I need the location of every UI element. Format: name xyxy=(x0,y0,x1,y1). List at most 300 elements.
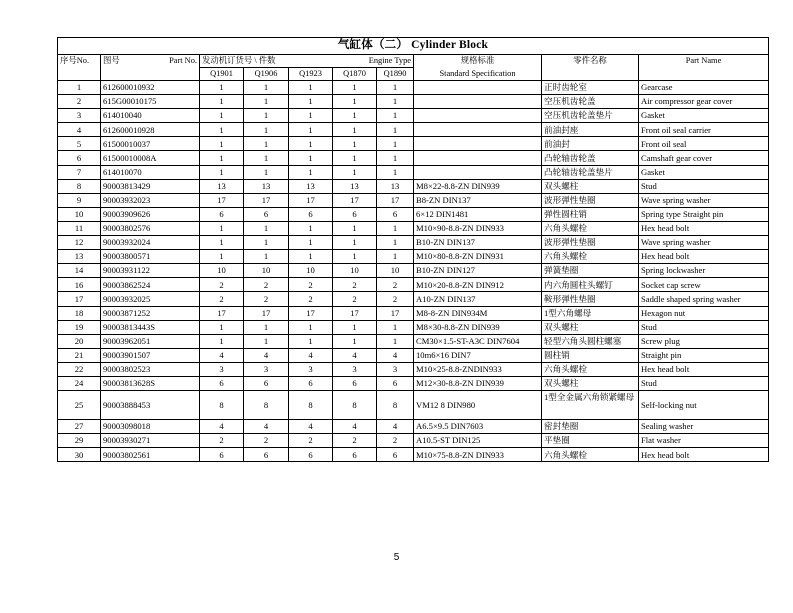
row-part-number: 90003802561 xyxy=(101,448,200,462)
row-number: 4 xyxy=(58,123,101,137)
row-part-number: 614010040 xyxy=(101,109,200,123)
row-qty-q1923: 10 xyxy=(289,264,333,278)
row-part-number: 612600010928 xyxy=(101,123,200,137)
header-q1906: Q1906 xyxy=(244,68,289,81)
table-row xyxy=(58,207,769,221)
row-qty-q1890: 1 xyxy=(377,334,414,348)
row-qty-q1923: 1 xyxy=(289,109,333,123)
row-qty-q1890: 1 xyxy=(377,151,414,165)
header-order-qty: 发动机订货号 \ 件数 xyxy=(202,55,276,65)
row-part-number: 90003802576 xyxy=(101,221,200,235)
row-name-cn: 双头螺柱 xyxy=(542,179,639,193)
row-qty-q1906: 4 xyxy=(244,420,289,434)
row-spec: M10×90-8.8-ZN DIN933 xyxy=(414,221,542,235)
row-qty-q1890: 17 xyxy=(377,306,414,320)
row-name-en: Air compressor gear cover xyxy=(639,95,769,109)
row-qty-q1890: 2 xyxy=(377,434,414,448)
row-number: 13 xyxy=(58,250,101,264)
row-qty-q1923: 6 xyxy=(289,448,333,462)
row-part-number: 61500010008A xyxy=(101,151,200,165)
row-qty-q1906: 6 xyxy=(244,376,289,390)
table-row xyxy=(58,306,769,320)
row-number: 22 xyxy=(58,362,101,376)
row-qty-q1870: 2 xyxy=(333,292,377,306)
row-number: 30 xyxy=(58,448,101,462)
row-name-en: Spring lockwasher xyxy=(639,264,769,278)
table-row xyxy=(58,109,769,123)
header-q1890: Q1890 xyxy=(377,68,414,81)
row-name-en: Saddle shaped spring washer xyxy=(639,292,769,306)
row-number: 12 xyxy=(58,236,101,250)
row-name-en: Camshaft gear cover xyxy=(639,151,769,165)
row-qty-q1870: 1 xyxy=(333,137,377,151)
row-qty-q1901: 6 xyxy=(200,376,244,390)
header-part-no-en: Part No. xyxy=(169,56,197,66)
row-qty-q1923: 17 xyxy=(289,306,333,320)
row-number: 14 xyxy=(58,264,101,278)
row-part-number: 90003802523 xyxy=(101,362,200,376)
row-qty-q1923: 1 xyxy=(289,151,333,165)
row-number: 27 xyxy=(58,420,101,434)
row-qty-q1901: 2 xyxy=(200,292,244,306)
row-name-en: Hex head bolt xyxy=(639,362,769,376)
row-qty-q1923: 1 xyxy=(289,123,333,137)
header-part-name: Part Name xyxy=(639,55,769,68)
row-qty-q1901: 1 xyxy=(200,109,244,123)
row-name-cn: 密封垫圈 xyxy=(542,420,639,434)
row-qty-q1901: 1 xyxy=(200,123,244,137)
row-qty-q1901: 1 xyxy=(200,250,244,264)
row-name-en: Spring type Straight pin xyxy=(639,207,769,221)
row-qty-q1890: 1 xyxy=(377,320,414,334)
row-qty-q1923: 1 xyxy=(289,95,333,109)
row-name-cn: 空压机齿轮盖垫片 xyxy=(542,109,639,123)
row-name-cn: 前油封座 xyxy=(542,123,639,137)
row-qty-q1906: 6 xyxy=(244,207,289,221)
header-spec-cn: 规格标准 xyxy=(414,55,542,68)
row-qty-q1890: 4 xyxy=(377,420,414,434)
row-qty-q1906: 17 xyxy=(244,306,289,320)
header-drawing-cn: 图号 xyxy=(103,56,120,66)
header-seq: 序号No. xyxy=(58,55,101,68)
row-qty-q1901: 8 xyxy=(200,391,244,420)
row-number: 8 xyxy=(58,179,101,193)
row-qty-q1890: 8 xyxy=(377,391,414,420)
row-spec: M8×30-8.8-ZN DIN939 xyxy=(414,320,542,334)
row-spec xyxy=(414,123,542,137)
row-name-en: Flat washer xyxy=(639,434,769,448)
row-qty-q1901: 1 xyxy=(200,151,244,165)
row-number: 18 xyxy=(58,306,101,320)
row-qty-q1906: 1 xyxy=(244,151,289,165)
row-qty-q1906: 6 xyxy=(244,448,289,462)
row-qty-q1923: 6 xyxy=(289,207,333,221)
header-engine-type-en: Engine Type xyxy=(368,55,411,65)
row-spec: B8-ZN DIN137 xyxy=(414,193,542,207)
row-spec xyxy=(414,95,542,109)
row-part-number: 614010070 xyxy=(101,165,200,179)
row-qty-q1906: 4 xyxy=(244,348,289,362)
row-name-cn: 内六角圆柱头螺钉 xyxy=(542,278,639,292)
row-spec xyxy=(414,109,542,123)
row-qty-q1906: 1 xyxy=(244,320,289,334)
row-qty-q1923: 17 xyxy=(289,193,333,207)
row-qty-q1906: 17 xyxy=(244,193,289,207)
row-part-number: 90003800571 xyxy=(101,250,200,264)
row-name-en: Front oil seal carrier xyxy=(639,123,769,137)
row-spec: M12×30-8.8-ZN DIN939 xyxy=(414,376,542,390)
row-qty-q1901: 1 xyxy=(200,320,244,334)
row-part-number: 90003813443S xyxy=(101,320,200,334)
row-qty-q1890: 1 xyxy=(377,236,414,250)
row-qty-q1890: 6 xyxy=(377,376,414,390)
row-qty-q1870: 1 xyxy=(333,221,377,235)
row-part-number: 90003909626 xyxy=(101,207,200,221)
row-qty-q1890: 3 xyxy=(377,362,414,376)
row-spec: 10m6×16 DIN7 xyxy=(414,348,542,362)
row-qty-q1901: 1 xyxy=(200,95,244,109)
row-qty-q1870: 3 xyxy=(333,362,377,376)
row-qty-q1923: 4 xyxy=(289,420,333,434)
row-part-number: 90003931122 xyxy=(101,264,200,278)
row-qty-q1906: 1 xyxy=(244,95,289,109)
row-qty-q1870: 1 xyxy=(333,109,377,123)
row-name-en: Socket cap screw xyxy=(639,278,769,292)
row-name-en: Self-locking nut xyxy=(639,391,769,420)
row-qty-q1906: 1 xyxy=(244,165,289,179)
page-number: 5 xyxy=(393,552,400,563)
row-number: 17 xyxy=(58,292,101,306)
header-spec-en: Standard Specification xyxy=(414,68,542,81)
row-name-cn: 双头螺柱 xyxy=(542,320,639,334)
row-spec: B10-ZN DIN137 xyxy=(414,236,542,250)
row-qty-q1870: 1 xyxy=(333,165,377,179)
row-part-number: 90003901507 xyxy=(101,348,200,362)
row-qty-q1906: 3 xyxy=(244,362,289,376)
row-qty-q1870: 1 xyxy=(333,334,377,348)
parts-table xyxy=(57,37,769,462)
row-number: 29 xyxy=(58,434,101,448)
table-row xyxy=(58,151,769,165)
header-part-no xyxy=(101,55,200,68)
row-qty-q1890: 1 xyxy=(377,221,414,235)
row-qty-q1901: 1 xyxy=(200,236,244,250)
row-qty-q1901: 1 xyxy=(200,165,244,179)
row-name-en: Stud xyxy=(639,376,769,390)
row-qty-q1901: 1 xyxy=(200,81,244,95)
row-qty-q1901: 17 xyxy=(200,193,244,207)
row-name-cn: 前油封 xyxy=(542,137,639,151)
row-qty-q1901: 6 xyxy=(200,207,244,221)
row-number: 16 xyxy=(58,278,101,292)
row-name-en: Hex head bolt xyxy=(639,221,769,235)
row-spec xyxy=(414,137,542,151)
row-number: 24 xyxy=(58,376,101,390)
row-spec: B10-ZN DIN127 xyxy=(414,264,542,278)
row-qty-q1906: 8 xyxy=(244,391,289,420)
row-spec: M8-8-ZN DIN934M xyxy=(414,306,542,320)
row-qty-q1906: 1 xyxy=(244,250,289,264)
row-name-en: Screw plug xyxy=(639,334,769,348)
table-row xyxy=(58,391,769,420)
row-name-cn: 波形弹性垫圈 xyxy=(542,193,639,207)
row-name-cn: 六角头螺栓 xyxy=(542,221,639,235)
row-part-number: 90003871252 xyxy=(101,306,200,320)
row-part-number: 90003098018 xyxy=(101,420,200,434)
row-number: 19 xyxy=(58,320,101,334)
row-number: 5 xyxy=(58,137,101,151)
row-qty-q1870: 6 xyxy=(333,448,377,462)
row-part-number: 90003888453 xyxy=(101,391,200,420)
row-qty-q1923: 1 xyxy=(289,236,333,250)
row-qty-q1870: 8 xyxy=(333,391,377,420)
table-row xyxy=(58,420,769,434)
row-qty-q1906: 1 xyxy=(244,221,289,235)
row-qty-q1906: 1 xyxy=(244,334,289,348)
table-row xyxy=(58,137,769,151)
row-part-number: 612600010932 xyxy=(101,81,200,95)
row-spec xyxy=(414,81,542,95)
table-row xyxy=(58,165,769,179)
row-qty-q1923: 3 xyxy=(289,362,333,376)
row-name-en: Front oil seal xyxy=(639,137,769,151)
row-part-number: 90003932024 xyxy=(101,236,200,250)
row-part-number: 61500010037 xyxy=(101,137,200,151)
row-qty-q1923: 2 xyxy=(289,278,333,292)
table-row xyxy=(58,81,769,95)
table-row xyxy=(58,221,769,235)
row-qty-q1890: 1 xyxy=(377,165,414,179)
row-qty-q1890: 17 xyxy=(377,193,414,207)
row-spec: M10×75-8.8-ZN DIN933 xyxy=(414,448,542,462)
row-qty-q1901: 4 xyxy=(200,348,244,362)
row-qty-q1901: 3 xyxy=(200,362,244,376)
header-q1923: Q1923 xyxy=(289,68,333,81)
row-spec: M10×25-8.8-ZNDIN933 xyxy=(414,362,542,376)
row-name-cn: 弹簧垫圈 xyxy=(542,264,639,278)
row-qty-q1906: 2 xyxy=(244,292,289,306)
row-name-cn: 正时齿轮室 xyxy=(542,81,639,95)
row-name-cn: 六角头螺栓 xyxy=(542,448,639,462)
row-name-cn: 圆柱销 xyxy=(542,348,639,362)
table-row xyxy=(58,95,769,109)
row-name-en: Sealing washer xyxy=(639,420,769,434)
table-row xyxy=(58,320,769,334)
row-qty-q1890: 1 xyxy=(377,109,414,123)
table-title: 气缸体（二） Cylinder Block xyxy=(58,38,769,55)
row-name-cn: 弹性圆柱销 xyxy=(542,207,639,221)
row-part-number: 90003962051 xyxy=(101,334,200,348)
row-qty-q1890: 2 xyxy=(377,292,414,306)
table-row xyxy=(58,434,769,448)
row-name-en: Hexagon nut xyxy=(639,306,769,320)
row-qty-q1901: 1 xyxy=(200,221,244,235)
row-name-en: Gearcase xyxy=(639,81,769,95)
table-row xyxy=(58,376,769,390)
row-spec: A6.5×9.5 DIN7603 xyxy=(414,420,542,434)
row-name-en: Straight pin xyxy=(639,348,769,362)
row-qty-q1870: 2 xyxy=(333,278,377,292)
table-row xyxy=(58,292,769,306)
row-name-cn: 六角头螺栓 xyxy=(542,362,639,376)
row-qty-q1870: 1 xyxy=(333,81,377,95)
row-number: 1 xyxy=(58,81,101,95)
row-number: 25 xyxy=(58,391,101,420)
row-qty-q1870: 6 xyxy=(333,207,377,221)
row-name-en: Hex head bolt xyxy=(639,250,769,264)
row-qty-q1923: 1 xyxy=(289,221,333,235)
row-number: 20 xyxy=(58,334,101,348)
row-qty-q1923: 2 xyxy=(289,292,333,306)
row-name-cn: 轻型六角头圆柱螺塞 xyxy=(542,334,639,348)
row-qty-q1923: 13 xyxy=(289,179,333,193)
table-row xyxy=(58,264,769,278)
header-q1870: Q1870 xyxy=(333,68,377,81)
row-name-en: Wave spring washer xyxy=(639,193,769,207)
row-qty-q1890: 6 xyxy=(377,207,414,221)
row-spec: M8×22-8.8-ZN DIN939 xyxy=(414,179,542,193)
row-name-cn: 双头螺柱 xyxy=(542,376,639,390)
table-row xyxy=(58,362,769,376)
row-qty-q1890: 13 xyxy=(377,179,414,193)
row-spec: M10×80-8.8-ZN DIN931 xyxy=(414,250,542,264)
row-number: 2 xyxy=(58,95,101,109)
row-qty-q1906: 13 xyxy=(244,179,289,193)
row-qty-q1901: 2 xyxy=(200,434,244,448)
row-name-en: Stud xyxy=(639,320,769,334)
table-row xyxy=(58,448,769,462)
row-name-en: Gasket xyxy=(639,165,769,179)
row-qty-q1906: 1 xyxy=(244,236,289,250)
row-qty-q1901: 17 xyxy=(200,306,244,320)
row-name-cn: 1型六角螺母 xyxy=(542,306,639,320)
row-qty-q1906: 1 xyxy=(244,81,289,95)
row-qty-q1923: 1 xyxy=(289,320,333,334)
row-qty-q1870: 4 xyxy=(333,420,377,434)
row-qty-q1923: 1 xyxy=(289,334,333,348)
row-name-en: Gasket xyxy=(639,109,769,123)
row-qty-q1923: 1 xyxy=(289,81,333,95)
header-engine-type xyxy=(200,55,414,68)
row-name-en: Hex head bolt xyxy=(639,448,769,462)
row-qty-q1870: 1 xyxy=(333,250,377,264)
row-part-number: 90003862524 xyxy=(101,278,200,292)
row-qty-q1901: 10 xyxy=(200,264,244,278)
row-spec: VM12 8 DIN980 xyxy=(414,391,542,420)
row-number: 6 xyxy=(58,151,101,165)
row-qty-q1923: 8 xyxy=(289,391,333,420)
table-body xyxy=(58,81,769,462)
row-spec: 6×12 DIN1481 xyxy=(414,207,542,221)
row-qty-q1923: 6 xyxy=(289,376,333,390)
row-qty-q1906: 1 xyxy=(244,109,289,123)
table-row xyxy=(58,278,769,292)
row-qty-q1870: 1 xyxy=(333,236,377,250)
row-name-cn: 凸轮轴齿轮盖垫片 xyxy=(542,165,639,179)
header-name-cn: 零件名称 xyxy=(542,55,639,68)
row-qty-q1870: 1 xyxy=(333,320,377,334)
table-row xyxy=(58,123,769,137)
row-qty-q1890: 1 xyxy=(377,137,414,151)
table-row xyxy=(58,193,769,207)
row-spec: CM30×1.5-ST-A3C DIN7604 xyxy=(414,334,542,348)
row-qty-q1890: 2 xyxy=(377,278,414,292)
row-qty-q1906: 1 xyxy=(244,137,289,151)
row-spec xyxy=(414,151,542,165)
row-part-number: 90003930271 xyxy=(101,434,200,448)
row-qty-q1901: 6 xyxy=(200,448,244,462)
row-qty-q1870: 4 xyxy=(333,348,377,362)
row-number: 10 xyxy=(58,207,101,221)
row-qty-q1870: 2 xyxy=(333,434,377,448)
row-qty-q1923: 1 xyxy=(289,165,333,179)
row-qty-q1901: 2 xyxy=(200,278,244,292)
row-qty-q1923: 2 xyxy=(289,434,333,448)
row-qty-q1901: 4 xyxy=(200,420,244,434)
row-spec: A10-ZN DIN137 xyxy=(414,292,542,306)
row-name-cn: 波形弹性垫圈 xyxy=(542,236,639,250)
row-name-cn: 空压机齿轮盖 xyxy=(542,95,639,109)
row-qty-q1901: 13 xyxy=(200,179,244,193)
table-row xyxy=(58,179,769,193)
row-number: 9 xyxy=(58,193,101,207)
row-part-number: 90003932023 xyxy=(101,193,200,207)
row-name-cn: 平垫圈 xyxy=(542,434,639,448)
row-name-en: Stud xyxy=(639,179,769,193)
row-name-cn: 六角头螺栓 xyxy=(542,250,639,264)
row-part-number: 90003932025 xyxy=(101,292,200,306)
row-number: 3 xyxy=(58,109,101,123)
row-qty-q1890: 6 xyxy=(377,448,414,462)
table-row xyxy=(58,334,769,348)
row-qty-q1870: 13 xyxy=(333,179,377,193)
header-q1901: Q1901 xyxy=(200,68,244,81)
row-name-cn: 1型全金属六角锁紧螺母 xyxy=(542,391,639,420)
row-number: 21 xyxy=(58,348,101,362)
table-row xyxy=(58,250,769,264)
row-qty-q1906: 2 xyxy=(244,278,289,292)
row-qty-q1890: 1 xyxy=(377,81,414,95)
row-qty-q1906: 1 xyxy=(244,123,289,137)
row-spec xyxy=(414,165,542,179)
row-qty-q1870: 17 xyxy=(333,193,377,207)
row-qty-q1906: 2 xyxy=(244,434,289,448)
row-spec: A10.5-ST DIN125 xyxy=(414,434,542,448)
row-qty-q1870: 1 xyxy=(333,123,377,137)
row-qty-q1923: 4 xyxy=(289,348,333,362)
row-qty-q1870: 1 xyxy=(333,151,377,165)
row-name-en: Wave spring washer xyxy=(639,236,769,250)
row-part-number: 90003813628S xyxy=(101,376,200,390)
row-qty-q1906: 10 xyxy=(244,264,289,278)
row-spec: M10×20-8.8-ZN DIN912 xyxy=(414,278,542,292)
table-row xyxy=(58,236,769,250)
row-qty-q1870: 10 xyxy=(333,264,377,278)
row-qty-q1870: 1 xyxy=(333,95,377,109)
row-qty-q1923: 1 xyxy=(289,137,333,151)
table-row xyxy=(58,348,769,362)
row-part-number: 615G00010175 xyxy=(101,95,200,109)
row-qty-q1901: 1 xyxy=(200,137,244,151)
row-qty-q1890: 4 xyxy=(377,348,414,362)
row-part-number: 90003813429 xyxy=(101,179,200,193)
row-number: 11 xyxy=(58,221,101,235)
row-name-cn: 鞍形弹性垫圈 xyxy=(542,292,639,306)
row-name-cn: 凸轮轴齿轮盖 xyxy=(542,151,639,165)
row-qty-q1890: 1 xyxy=(377,95,414,109)
row-qty-q1890: 1 xyxy=(377,250,414,264)
row-qty-q1870: 6 xyxy=(333,376,377,390)
